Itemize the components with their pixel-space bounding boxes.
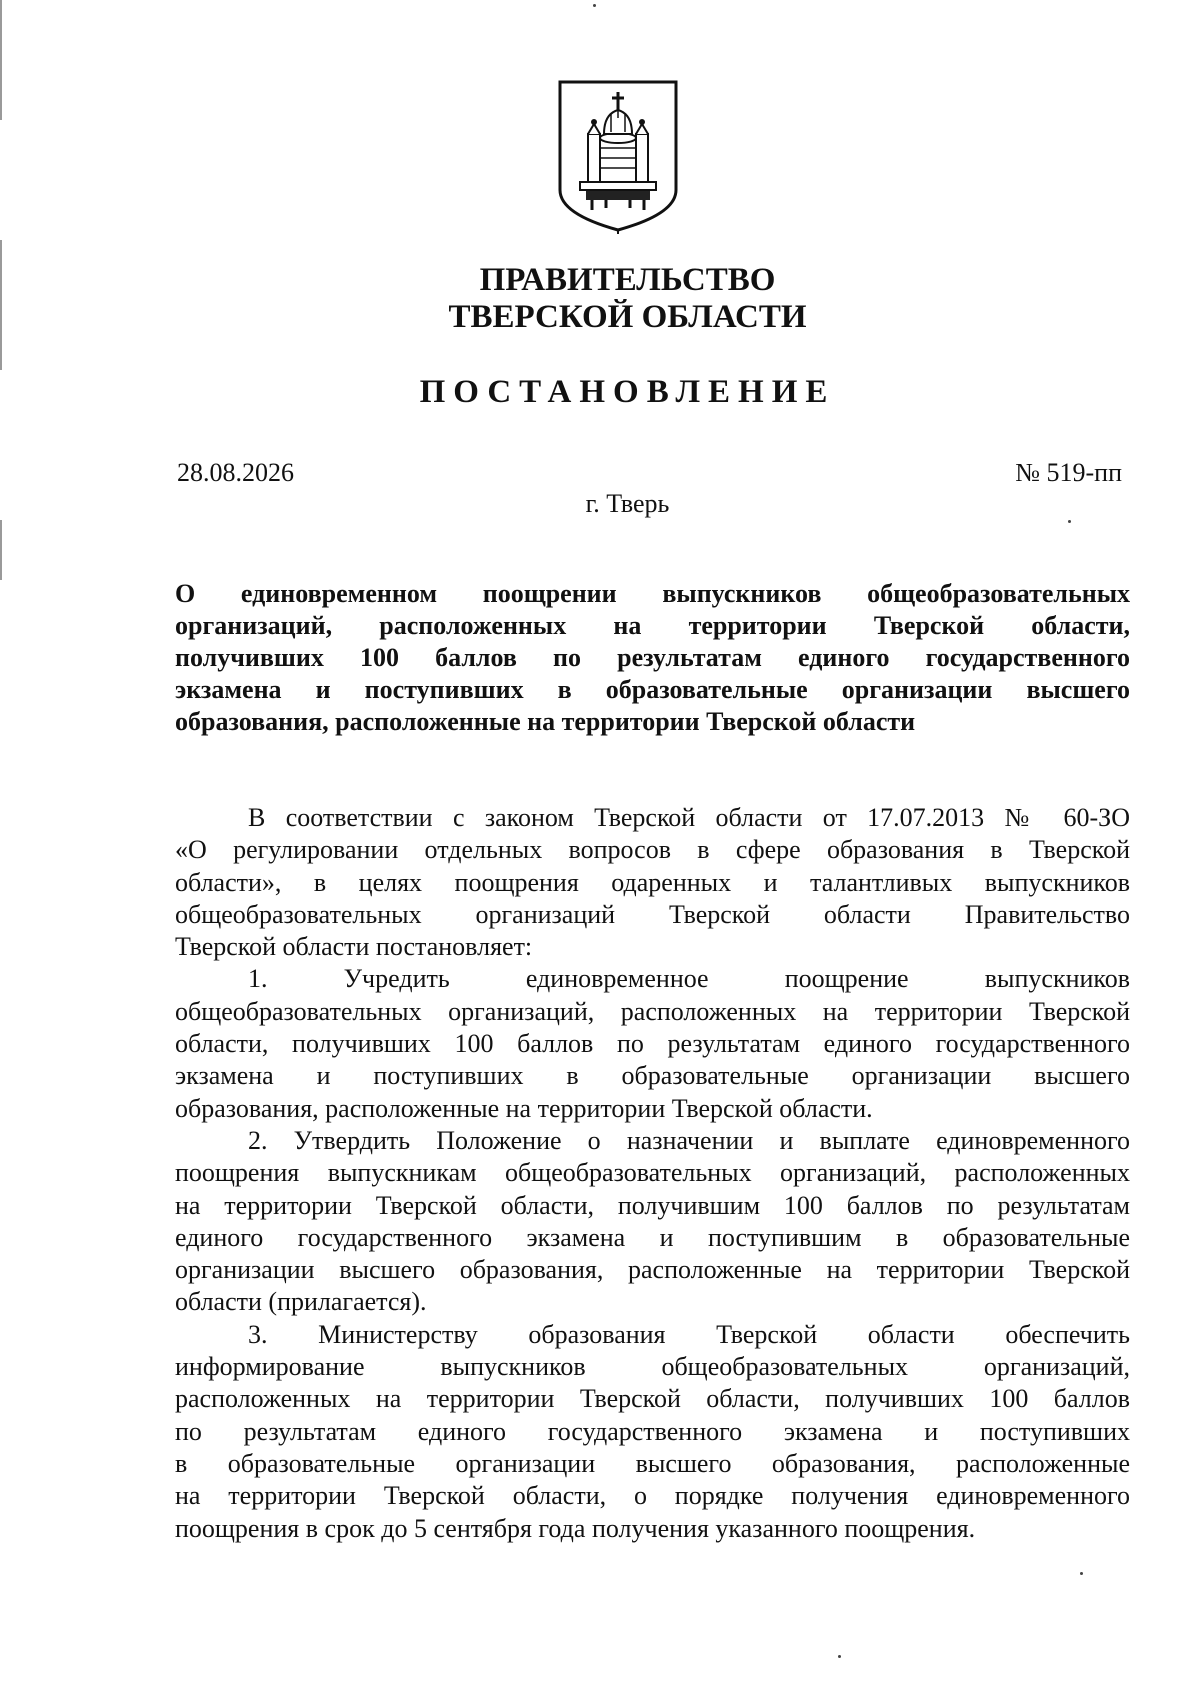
subject-line: О единовременном поощрении выпускников общеобразовательных (175, 579, 1130, 608)
body-line: Тверской области постановляет: (175, 932, 533, 962)
body-line: единого государственного экзамена и поступившим в образовательные (175, 1222, 1130, 1252)
subject-line: организаций, расположенных на территории Тверской области, (175, 611, 1130, 640)
scan-speck (838, 1655, 841, 1658)
subject-line: образования, расположенные на территории Тверской области (175, 707, 916, 736)
scan-edge-mark (0, 0, 2, 120)
body-line: образования, расположенные на территории Тверской области. (175, 1093, 873, 1123)
subject-line: получивших 100 баллов по результатам единого государственного (175, 643, 1130, 672)
document-number: № 519-пп (1015, 458, 1122, 487)
body-line: в образовательные организации высшего образования, расположенные (175, 1448, 1130, 1478)
tver-coat-of-arms-icon (556, 78, 680, 234)
body-line: В соответствии с законом Тверской области от 17.07.2013 № 60-ЗО (248, 803, 1130, 832)
organization-title-line-2: ТВЕРСКОЙ ОБЛАСТИ (448, 299, 807, 335)
document-subject (175, 578, 1130, 738)
body-line: по результатам единого государственного экзамена и поступивших (175, 1416, 1130, 1446)
body-line: информирование выпускников общеобразовательных организаций, (175, 1352, 1130, 1382)
body-line: экзамена и поступивших в образовательные организации высшего (175, 1061, 1130, 1091)
document-type-title: ПОСТАНОВЛЕНИЕ (419, 374, 836, 410)
body-line: общеобразовательных организаций, расположенных на территории Тверской (175, 996, 1130, 1026)
scan-speck (1068, 520, 1071, 523)
body-line: 2. Утвердить Положение о назначении и выплате единовременного (248, 1125, 1130, 1155)
subject-line: экзамена и поступивших в образовательные организации высшего (175, 675, 1130, 704)
body-line: области», в целях поощрения одаренных и талантливых выпускников (175, 867, 1130, 897)
body-line: на территории Тверской области, о порядке получения единовременного (175, 1481, 1130, 1511)
body-line: «О регулировании отдельных вопросов в сфере образования в Тверской (175, 835, 1130, 865)
body-line: общеобразовательных организаций Тверской области Правительство (175, 899, 1130, 929)
body-line: на территории Тверской области, получившим 100 баллов по результатам (175, 1190, 1130, 1220)
scan-speck (593, 4, 596, 7)
body-line: 1. Учредить единовременное поощрение выпускников (248, 964, 1130, 994)
document-body (175, 802, 1130, 1545)
organization-title-line-1: ПРАВИТЕЛЬСТВО (479, 262, 776, 298)
body-line: области (прилагается). (175, 1287, 427, 1317)
body-line: поощрения выпускникам общеобразовательных организаций, расположенных (175, 1158, 1130, 1188)
body-line: поощрения в срок до 5 сентября года получения указанного поощрения. (175, 1513, 976, 1543)
document-date: 28.08.2026 (177, 458, 294, 487)
body-line: организации высшего образования, расположенные на территории Тверской (175, 1255, 1130, 1285)
body-line: 3. Министерству образования Тверской области обеспечить (248, 1319, 1130, 1349)
document-city: г. Тверь (585, 489, 670, 518)
scan-edge-mark (0, 520, 2, 580)
body-line: области, получивших 100 баллов по результатам единого государственного (175, 1029, 1130, 1059)
scan-speck (1080, 1572, 1083, 1575)
body-line: расположенных на территории Тверской области, получивших 100 баллов (175, 1384, 1130, 1414)
